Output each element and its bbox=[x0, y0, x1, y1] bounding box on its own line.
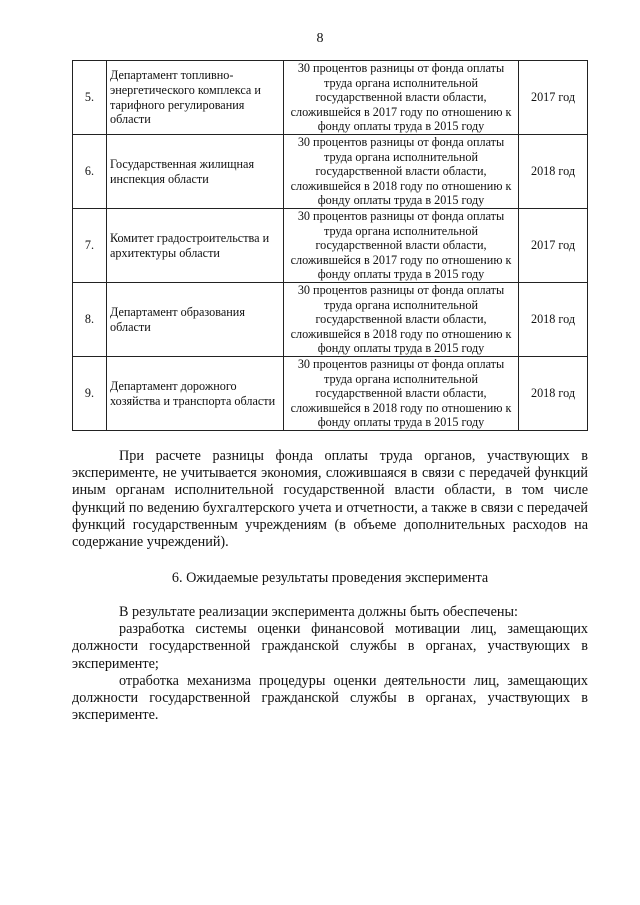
row-number: 7. bbox=[73, 209, 107, 283]
page-number: 8 bbox=[316, 31, 324, 46]
year-cell: 2018 год bbox=[519, 357, 588, 431]
savings-note bbox=[72, 448, 588, 551]
department-name: Комитет градостроительства и архитектуры области bbox=[107, 209, 284, 283]
year-cell: 2017 год bbox=[519, 209, 588, 283]
paragraph: В результате реализации эксперимента должны быть обеспечены: bbox=[119, 604, 518, 620]
paragraph: При расчете разницы фонда оплаты труда органов, участвующих в эксперименте, не учитывается экономия, сложившаяся в связи с передачей функций иным органам исполнительной государственной власти области, в том числе функций по ведению бухгалтерского учета и отчетности, а также в связи с передачей функций государственным учреждениям (в объеме дополнительных расходов на содержание учреждений). bbox=[72, 448, 588, 551]
table-row bbox=[73, 61, 588, 135]
table-row bbox=[73, 209, 588, 283]
year-cell: 2018 год bbox=[519, 135, 588, 209]
department-name: Департамент топливно-энергетического комплекса и тарифного регулирования области bbox=[107, 61, 284, 135]
row-number: 5. bbox=[73, 61, 107, 135]
year-cell: 2017 год bbox=[519, 61, 588, 135]
row-number: 8. bbox=[73, 283, 107, 357]
row-number: 6. bbox=[73, 135, 107, 209]
table-row bbox=[73, 135, 588, 209]
section-heading: 6. Ожидаемые результаты проведения эксперимента bbox=[171, 570, 489, 586]
condition-text: 30 процентов разницы от фонда оплаты труда органа исполнительной государственной власти области, сложившейся в 2018 году по отношению к фонду оплаты труда в 2015 году bbox=[284, 357, 519, 431]
condition-text: 30 процентов разницы от фонда оплаты труда органа исполнительной государственной власти области, сложившейся в 2018 году по отношению к фонду оплаты труда в 2015 году bbox=[284, 135, 519, 209]
paragraph: разработка системы оценки финансовой мотивации лиц, замещающих должности государственной гражданской службы в органах, участвующих в эксперименте; bbox=[72, 621, 588, 672]
row-number: 9. bbox=[73, 357, 107, 431]
section-body bbox=[72, 604, 588, 724]
paragraph: отработка механизма процедуры оценки деятельности лиц, замещающих должности государственной гражданской службы в органах, участвующих в эксперименте. bbox=[72, 672, 588, 724]
table-row bbox=[73, 283, 588, 357]
department-name: Департамент образования области bbox=[107, 283, 284, 357]
year-cell: 2018 год bbox=[519, 283, 588, 357]
department-name: Государственная жилищная инспекция области bbox=[107, 135, 284, 209]
results-table bbox=[72, 60, 588, 431]
department-name: Департамент дорожного хозяйства и транспорта области bbox=[107, 357, 284, 431]
condition-text: 30 процентов разницы от фонда оплаты труда органа исполнительной государственной власти области, сложившейся в 2017 году по отношению к фонду оплаты труда в 2015 году bbox=[284, 61, 519, 135]
table-row bbox=[73, 357, 588, 431]
condition-text: 30 процентов разницы от фонда оплаты труда органа исполнительной государственной власти области, сложившейся в 2018 году по отношению к фонду оплаты труда в 2015 году bbox=[284, 283, 519, 357]
condition-text: 30 процентов разницы от фонда оплаты труда органа исполнительной государственной власти области, сложившейся в 2017 году по отношению к фонду оплаты труда в 2015 году bbox=[284, 209, 519, 283]
